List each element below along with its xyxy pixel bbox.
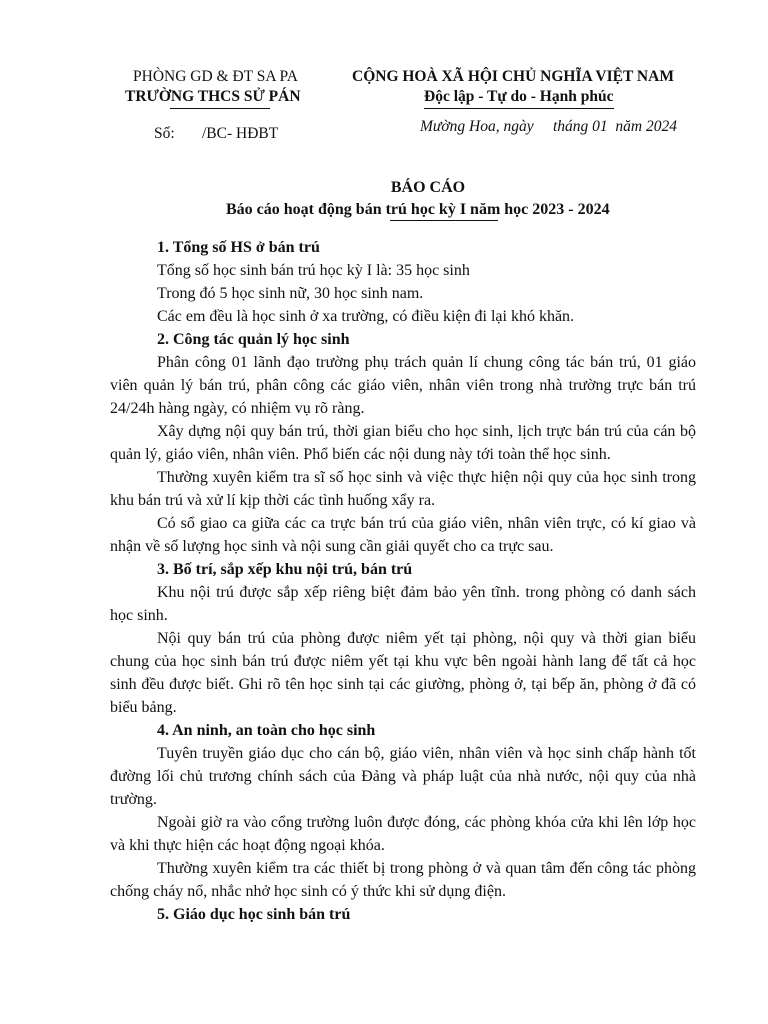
section-paragraph: Có sổ giao ca giữa các ca trực bán trú của giáo viên, nhân viên trực, có kí giao và nhận về số lượng học sinh và nội sung cần giải quyết cho ca trực sau. xyxy=(110,515,696,555)
section-paragraph: Ngoài giờ ra vào cổng trường luôn được đóng, các phòng khóa cửa khi lên lớp học và khi thực hiện các hoạt động ngoại khóa. xyxy=(110,814,696,854)
section-paragraph: Xây dựng nội quy bán trú, thời gian biểu cho học sinh, lịch trực bán trú của cán bộ quản lý, giáo viên, nhân viên. Phổ biến các nội dung này tới toàn thể học sinh. xyxy=(110,423,696,463)
section-heading: 3. Bố trí, sắp xếp khu nội trú, bán trú xyxy=(157,561,413,578)
department-name: PHÒNG GD & ĐT SA PA xyxy=(133,68,298,85)
section-heading: 1. Tổng số HS ở bán trú xyxy=(157,239,320,256)
section-paragraph: Trong đó 5 học sinh nữ, 30 học sinh nam. xyxy=(157,285,424,302)
section-heading: 4. An ninh, an toàn cho học sinh xyxy=(157,722,376,739)
section-heading: 5. Giáo dục học sinh bán trú xyxy=(157,906,351,923)
section-paragraph: Nội quy bán trú của phòng được niêm yết tại phòng, nội quy và thời gian biểu chung của học sinh bán trú được niêm yết tại khu vực bên ngoài hành lang để tất cả học sinh đều được biết. Ghi rõ tên học sinh tại các giường, phòng ở, tại bếp ăn, phòng ở đã có biểu bảng. xyxy=(110,630,696,716)
section-paragraph: Các em đều là học sinh ở xa trường, có điều kiện đi lại khó khăn. xyxy=(157,308,575,325)
report-subtitle-underline xyxy=(390,220,498,221)
document-number-code: /BC- HĐBT xyxy=(202,125,279,142)
school-name-underline xyxy=(170,108,270,109)
report-body xyxy=(110,236,696,926)
section-paragraph: Tuyên truyền giáo dục cho cán bộ, giáo viên, nhân viên và học sinh chấp hành tốt đường lối chủ trương chính sách của Đảng và pháp luật của nhà nước, nội quy của nhà trường. xyxy=(110,745,696,808)
national-title: CỘNG HOÀ XÃ HỘI CHỦ NGHĨA VIỆT NAM xyxy=(352,68,674,85)
section-heading: 2. Công tác quản lý học sinh xyxy=(157,331,350,348)
document-number-label: Số: xyxy=(154,125,175,142)
national-motto-underline xyxy=(424,108,614,109)
report-subtitle: Báo cáo hoạt động bán trú học kỳ I năm học 2023 - 2024 xyxy=(226,201,610,218)
school-name: TRƯỜNG THCS SỬ PÁN xyxy=(125,88,301,105)
section-paragraph: Thường xuyên kiểm tra các thiết bị trong phòng ở và quan tâm đến công tác phòng chống cháy nổ, nhắc nhở học sinh có ý thức khi sử dụng điện. xyxy=(110,860,696,900)
section-paragraph: Tổng số học sinh bán trú học kỳ I là: 35 học sinh xyxy=(157,262,470,279)
section-paragraph: Phân công 01 lãnh đạo trường phụ trách quản lí chung công tác bán trú, 01 giáo viên quản lý bán trú, phân công các giáo viên, nhân viên trong nhà trường trực bán trú 24/24h hàng ngày, có nhiệm vụ rõ ràng. xyxy=(110,354,696,417)
report-title: BÁO CÁO xyxy=(390,179,466,196)
place-date: Mường Hoa, ngày tháng 01 năm 2024 xyxy=(420,118,677,135)
section-paragraph: Khu nội trú được sắp xếp riêng biệt đảm bảo yên tĩnh. trong phòng có danh sách học sinh. xyxy=(110,584,696,624)
section-paragraph: Thường xuyên kiểm tra sĩ số học sinh và việc thực hiện nội quy của học sinh trong khu bán trú và xử lí kịp thời các tình huống xẩy ra. xyxy=(110,469,696,509)
national-motto: Độc lập - Tự do - Hạnh phúc xyxy=(424,88,614,105)
